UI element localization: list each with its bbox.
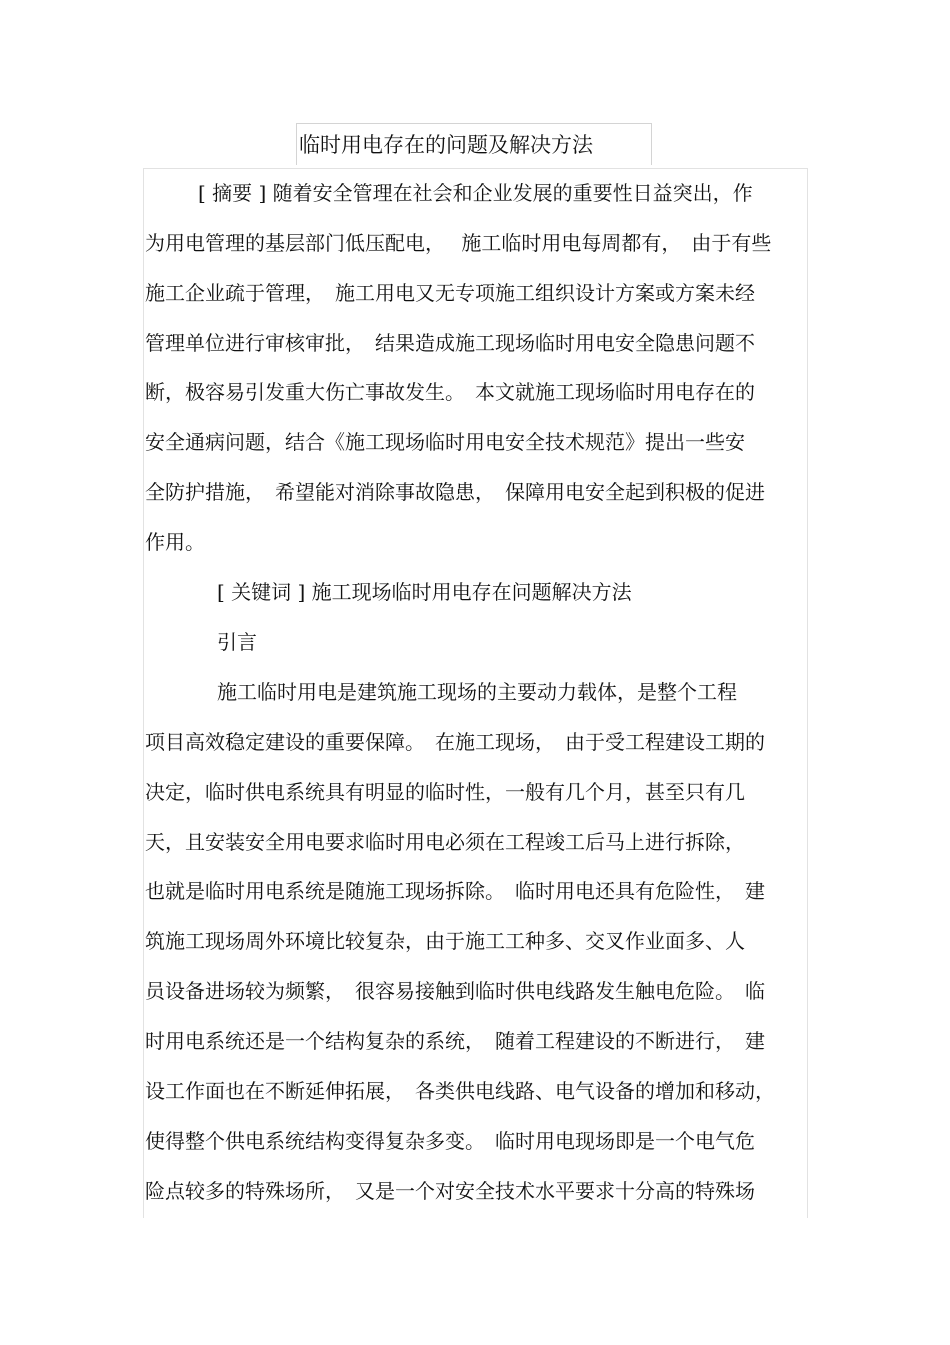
body-line-8: 时用电系统还是一个结构复杂的系统， 随着工程建设的不断进行， 建 (145, 1029, 765, 1053)
body-line-4: 天，且安装安全用电要求临时用电必须在工程竣工后马上进行拆除， (145, 830, 745, 854)
abstract-line-6: 安全通病问题，结合《施工现场临时用电安全技术规范》提出一些安 (145, 430, 745, 454)
body-line-6: 筑施工现场周外环境比较复杂，由于施工工种多、交叉作业面多、人 (145, 929, 745, 953)
document-title: 临时用电存在的问题及解决方法 (299, 133, 593, 157)
abstract-line-3: 施工企业疏于管理， 施工用电又无专项施工组织设计方案或方案未经 (145, 281, 755, 305)
abstract-line-8: 作用。 (145, 530, 205, 554)
abstract-line-2: 为用电管理的基层部门低压配电， 施工临时用电每周都有， 由于有些 (145, 231, 772, 255)
body-line-5: 也就是临时用电系统是随施工现场拆除。 临时用电还具有危险性， 建 (145, 879, 765, 903)
abstract-line-4: 管理单位进行审核审批， 结果造成施工现场临时用电安全隐患问题不 (145, 331, 755, 355)
abstract-line-5: 断，极容易引发重大伤亡事故发生。 本文就施工现场临时用电存在的 (145, 380, 755, 404)
keywords-line: [ 关键词 ] 施工现场临时用电存在问题解决方法 (217, 580, 632, 604)
body-line-2: 项目高效稳定建设的重要保障。 在施工现场， 由于受工程建设工期的 (145, 730, 765, 754)
body-line-1: 施工临时用电是建筑施工现场的主要动力载体，是整个工程 (217, 680, 737, 704)
body-line-3: 决定，临时供电系统具有明显的临时性，一般有几个月，甚至只有几 (145, 780, 745, 804)
body-line-9: 设工作面也在不断延伸拓展， 各类供电线路、电气设备的增加和移动， (145, 1079, 775, 1103)
body-line-10: 使得整个供电系统结构变得复杂多变。 临时用电现场即是一个电气危 (145, 1129, 755, 1153)
abstract-line-1: [ 摘要 ] 随着安全管理在社会和企业发展的重要性日益突出，作 (198, 181, 753, 205)
body-line-11: 险点较多的特殊场所， 又是一个对安全技术水平要求十分高的特殊场 (145, 1179, 755, 1203)
body-line-7: 员设备进场较为频繁， 很容易接触到临时供电线路发生触电危险。 临 (145, 979, 765, 1003)
abstract-line-7: 全防护措施， 希望能对消除事故隐患， 保障用电安全起到积极的促进 (145, 480, 765, 504)
section-heading-intro: 引言 (217, 630, 257, 654)
